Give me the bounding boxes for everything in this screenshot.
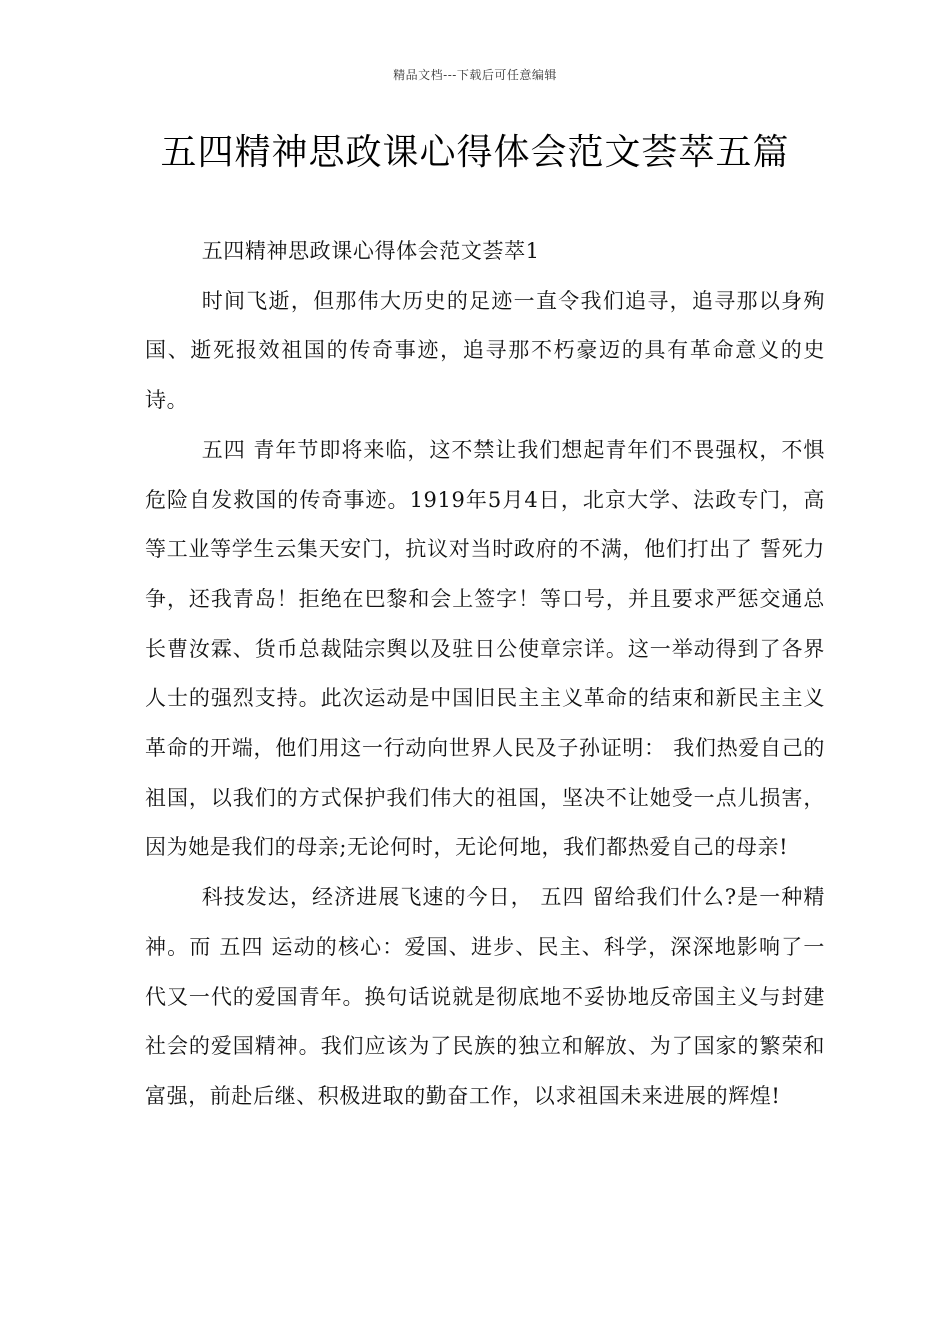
- paragraph-2: 五四 青年节即将来临，这不禁让我们想起青年们不畏强权，不惧危险自发救国的传奇事迹。1919年5月4日，北京大学、法政专门，高等工业等学生云集天安门，抗议对当时政府的不满，他们打出了 誓死力争，还我青岛！拒绝在巴黎和会上签字！等口号，并且要求严惩交通总长曹汝霖、货币总裁陆宗舆以及驻日公使章宗详。这一举动得到了各界人士的强烈支持。此次运动是中国旧民主主义革命的结束和新民主主义革命的开端，他们用这一行动向世界人民及子孙证明： 我们热爱自己的祖国，以我们的方式保护我们伟大的祖国，坚决不让她受一点儿损害，因为她是我们的母亲;无论何时，无论何地，我们都热爱自己的母亲!: [145, 437, 825, 860]
- header-note: 精品文档---下载后可任意编辑: [393, 68, 557, 82]
- paragraph-3: 科技发达，经济进展飞速的今日， 五四 留给我们什么?是一种精神。而 五四 运动的核心：爱国、进步、民主、科学，深深地影响了一代又一代的爱国青年。换句话说就是彻底地不妥协地反帝国主义与封建社会的爱国精神。我们应该为了民族的独立和解放、为了国家的繁荣和富强，前赴后继、积极进取的勤奋工作，以求祖国未来进展的辉煌!: [145, 885, 825, 1108]
- document-title: 五四精神思政课心得体会范文荟萃五篇: [160, 132, 790, 173]
- paragraph-1: 时间飞逝，但那伟大历史的足迹一直令我们追寻，追寻那以身殉国、逝死报效祖国的传奇事迹，追寻那不朽豪迈的具有革命意义的史诗。: [145, 288, 825, 413]
- document-body: [145, 227, 825, 1122]
- section-heading: 五四精神思政课心得体会范文荟萃1: [201, 239, 540, 263]
